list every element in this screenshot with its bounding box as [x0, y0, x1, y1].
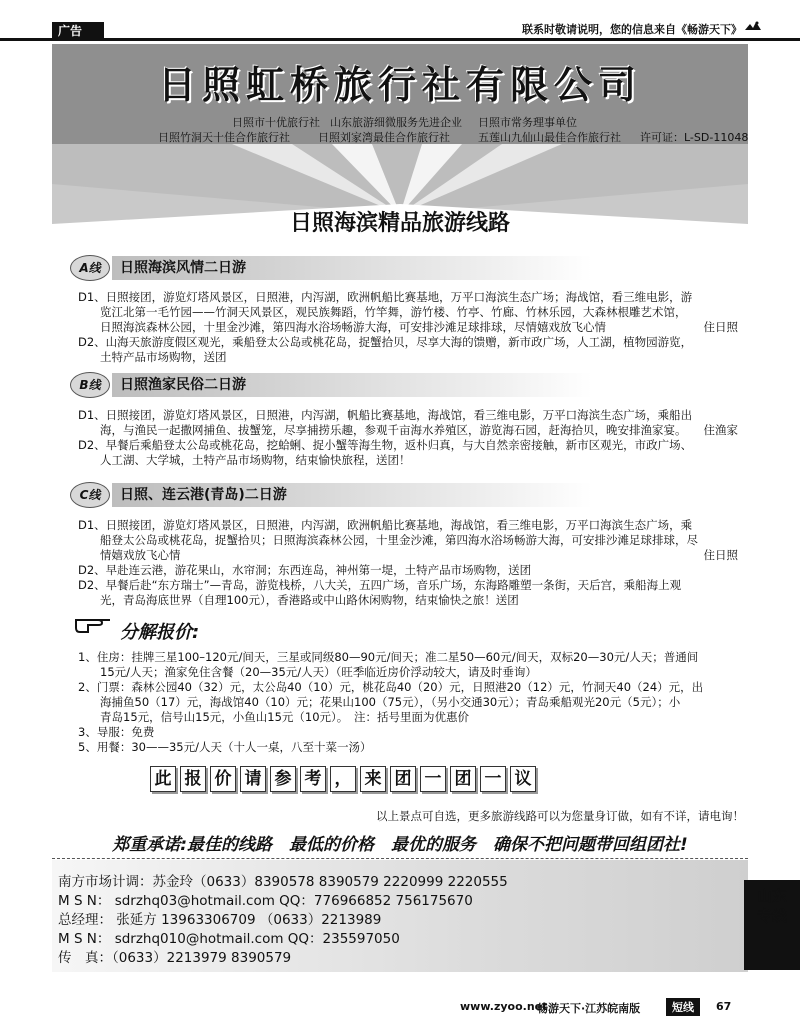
itinerary-line: D2、山海天旅游度假区观光，乘船登太公岛或桃花岛，捉蟹拾贝，尽享大海的馈赠，新市政广场，人工湖，植物园游览，	[78, 335, 693, 349]
reference-char: 议	[510, 766, 536, 792]
reference-char: 请	[240, 766, 266, 792]
honor-6: 五莲山九仙山最佳合作旅行社	[478, 131, 621, 144]
itinerary-line: 海，与渔民一起撒网捕鱼、拔蟹笼，尽享捕捞乐趣，参观千亩海水养殖区，游览海石园，赶海拾贝，晚安排渔家宴。 住渔家	[100, 423, 738, 437]
honor-1: 日照市十优旅行社	[232, 116, 320, 129]
divider	[52, 858, 748, 859]
reference-char: 一	[480, 766, 506, 792]
itinerary-line: 情嬉戏放飞心情 住日照	[100, 548, 738, 562]
reference-char: 来	[360, 766, 386, 792]
license-number: 许可证：L-SD-11048	[640, 131, 749, 144]
website-link[interactable]: www.zyoo.net	[460, 1000, 548, 1013]
reference-char: 报	[180, 766, 206, 792]
reference-char: ，	[330, 766, 356, 792]
contact-line: M S N： sdrzhq03@hotmail.com QQ：776966852 756175670	[58, 893, 473, 909]
price-title: 分解报价:	[120, 622, 200, 643]
routes-title: 日照海滨精品旅游线路	[289, 211, 510, 236]
reference-char: 参	[270, 766, 296, 792]
price-list	[78, 650, 748, 755]
routes-band	[52, 144, 748, 256]
publication-name: 畅游天下·江苏皖南版	[537, 1002, 641, 1015]
itinerary-line: D2、早赴连云港，游花果山，水帘洞；东西连岛，神州第一堤，土特产品市场购物，送团	[78, 563, 532, 577]
custom-route-note: 以上景点可自选，更多旅游线路可以为您量身订做，如有不详，请电询！	[376, 809, 744, 823]
itinerary-line: 船登太公岛或桃花岛，捉蟹拾贝；日照海滨森林公园，十里金沙滩，第四海水浴场畅游大海，可安排沙滩足球排球，尽	[100, 533, 698, 547]
itinerary-line: D1、日照接团，游览灯塔风景区，日照港，内泻湖，欧洲帆船比赛基地，海战馆，看三维电影，万平口海滨生态广场，乘	[78, 518, 693, 532]
footer	[52, 972, 748, 1022]
itinerary-line: D1、日照接团，游览灯塔风景区，日照港，内泻湖，帆船比赛基地，海战馆，看三维电影，万平口海滨生态广场，乘船出	[78, 408, 693, 422]
contact-line: M S N： sdrzhq010@hotmail.com QQ：235597050	[58, 931, 400, 947]
route-b-badge: B线	[70, 372, 110, 398]
sunburst-graphic	[52, 144, 748, 256]
price-line: 青岛15元，信号山15元，小鱼山15元（10元）。 注：括号里面为优惠价	[100, 710, 470, 724]
route-b-title: 日照渔家民俗二日游	[112, 373, 592, 397]
itinerary-line: 光，青岛海底世界（自理100元），香港路或中山路休闲购物，结束愉快之旅！送团	[100, 593, 519, 607]
reference-char: 此	[150, 766, 176, 792]
honor-5: 日照刘家湾最佳合作旅行社	[318, 131, 450, 144]
contact-line: 总经理： 张延方 13963306709 （0633）2213989	[58, 912, 382, 928]
route-a-title: 日照海滨风情二日游	[112, 256, 592, 280]
price-line: 海捕鱼50（17）元，海战馆40（10）元；花果山100（75元），（另小交通30元）；青岛乘船观光20元（5元）；小	[100, 695, 681, 709]
company-name: 日照虹桥旅行社有限公司	[157, 63, 642, 107]
route-c-title: 日照、连云港(青岛)二日游	[112, 483, 592, 507]
side-tab-label: 山东专线	[756, 887, 787, 925]
contact-line: 传 真：（0633）2213979 8390579	[58, 950, 292, 966]
promise-slogan: 郑重承诺:最佳的线路 最低的价格 最优的服务 确保不把问题带回组团社!	[112, 835, 688, 855]
reference-banner	[150, 766, 536, 792]
price-line: 15元/人天；渔家免住含餐（20—35元/人天）（旺季临近房价浮动较大，请及时垂询）	[100, 665, 537, 679]
itinerary-line: 土特产品市场购物，送团	[100, 350, 227, 364]
route-a-itinerary	[78, 290, 738, 365]
honor-4: 日照竹洞天十佳合作旅行社	[158, 131, 290, 144]
honor-3: 日照市常务理事单位	[478, 116, 577, 129]
honor-2: 山东旅游细微服务先进企业	[330, 116, 462, 129]
itinerary-line: D2、早餐后乘船登太公岛或桃花岛，挖蛤蜊、捉小蟹等海生物，返朴归真，与大自然亲密接触，新市区观光，市政广场、	[78, 438, 693, 452]
source-note: 联系时敬请说明，您的信息来自《畅游天下》	[522, 23, 742, 36]
route-b-itinerary	[78, 408, 738, 468]
itinerary-line: D1、日照接团，游览灯塔风景区，日照港，内泻湖，欧洲帆船比赛基地，万平口海滨生态广场；海战馆，看三维电影，游	[78, 290, 693, 304]
reference-char: 考	[300, 766, 326, 792]
contact-list	[58, 873, 508, 968]
contact-line: 南方市场计调：苏金玲（0633）8390578 8390579 2220999 2220555	[58, 874, 508, 890]
itinerary-line: 览江北第一毛竹园——竹洞天风景区，观民族舞蹈，竹竿舞，游竹楼、竹亭、竹廊、竹林乐园，大森林根雕艺术馆，	[100, 305, 687, 319]
pointing-hand-icon	[74, 612, 114, 634]
reference-char: 团	[390, 766, 416, 792]
reference-char: 一	[420, 766, 446, 792]
itinerary-line: 人工湖、大学城，土特产品市场购物，结束愉快旅程，送团！	[100, 453, 411, 467]
price-line: 5、用餐：30——35元/人天（十人一桌，八至十菜一汤）	[78, 740, 372, 754]
page-number: 67	[716, 1000, 732, 1013]
route-a-badge: A线	[70, 255, 110, 281]
itinerary-line: D2、早餐后赴“东方瑞士”—青岛，游览栈桥，八大关，五四广场，音乐广场，东海路雕塑一条街，天后宫，乘船海上观	[78, 578, 682, 592]
price-line: 3、导服：免费	[78, 725, 155, 739]
price-line: 1、住房：挂牌三星100–120元/间天，三星或同级80—90元/间天；准二星50—60元/间天，双标20—30元/人天；普通间	[78, 650, 699, 664]
reference-char: 价	[210, 766, 236, 792]
section-badge: 短线	[666, 998, 700, 1016]
itinerary-line: 日照海滨森林公园，十里金沙滩，第四海水浴场畅游大海，可安排沙滩足球排球，尽情嬉戏放飞心情 住日照	[100, 320, 738, 334]
logo-icon	[744, 20, 762, 34]
route-c-badge: C线	[70, 482, 110, 508]
ad-tag: 广告	[52, 22, 104, 40]
price-line: 2、门票：森林公园40（32）元，太公岛40（10）元，桃花岛40（20）元，日照港20（12）元，竹洞天40（24）元，出	[78, 680, 704, 694]
route-c-itinerary	[78, 518, 738, 608]
reference-char: 团	[450, 766, 476, 792]
